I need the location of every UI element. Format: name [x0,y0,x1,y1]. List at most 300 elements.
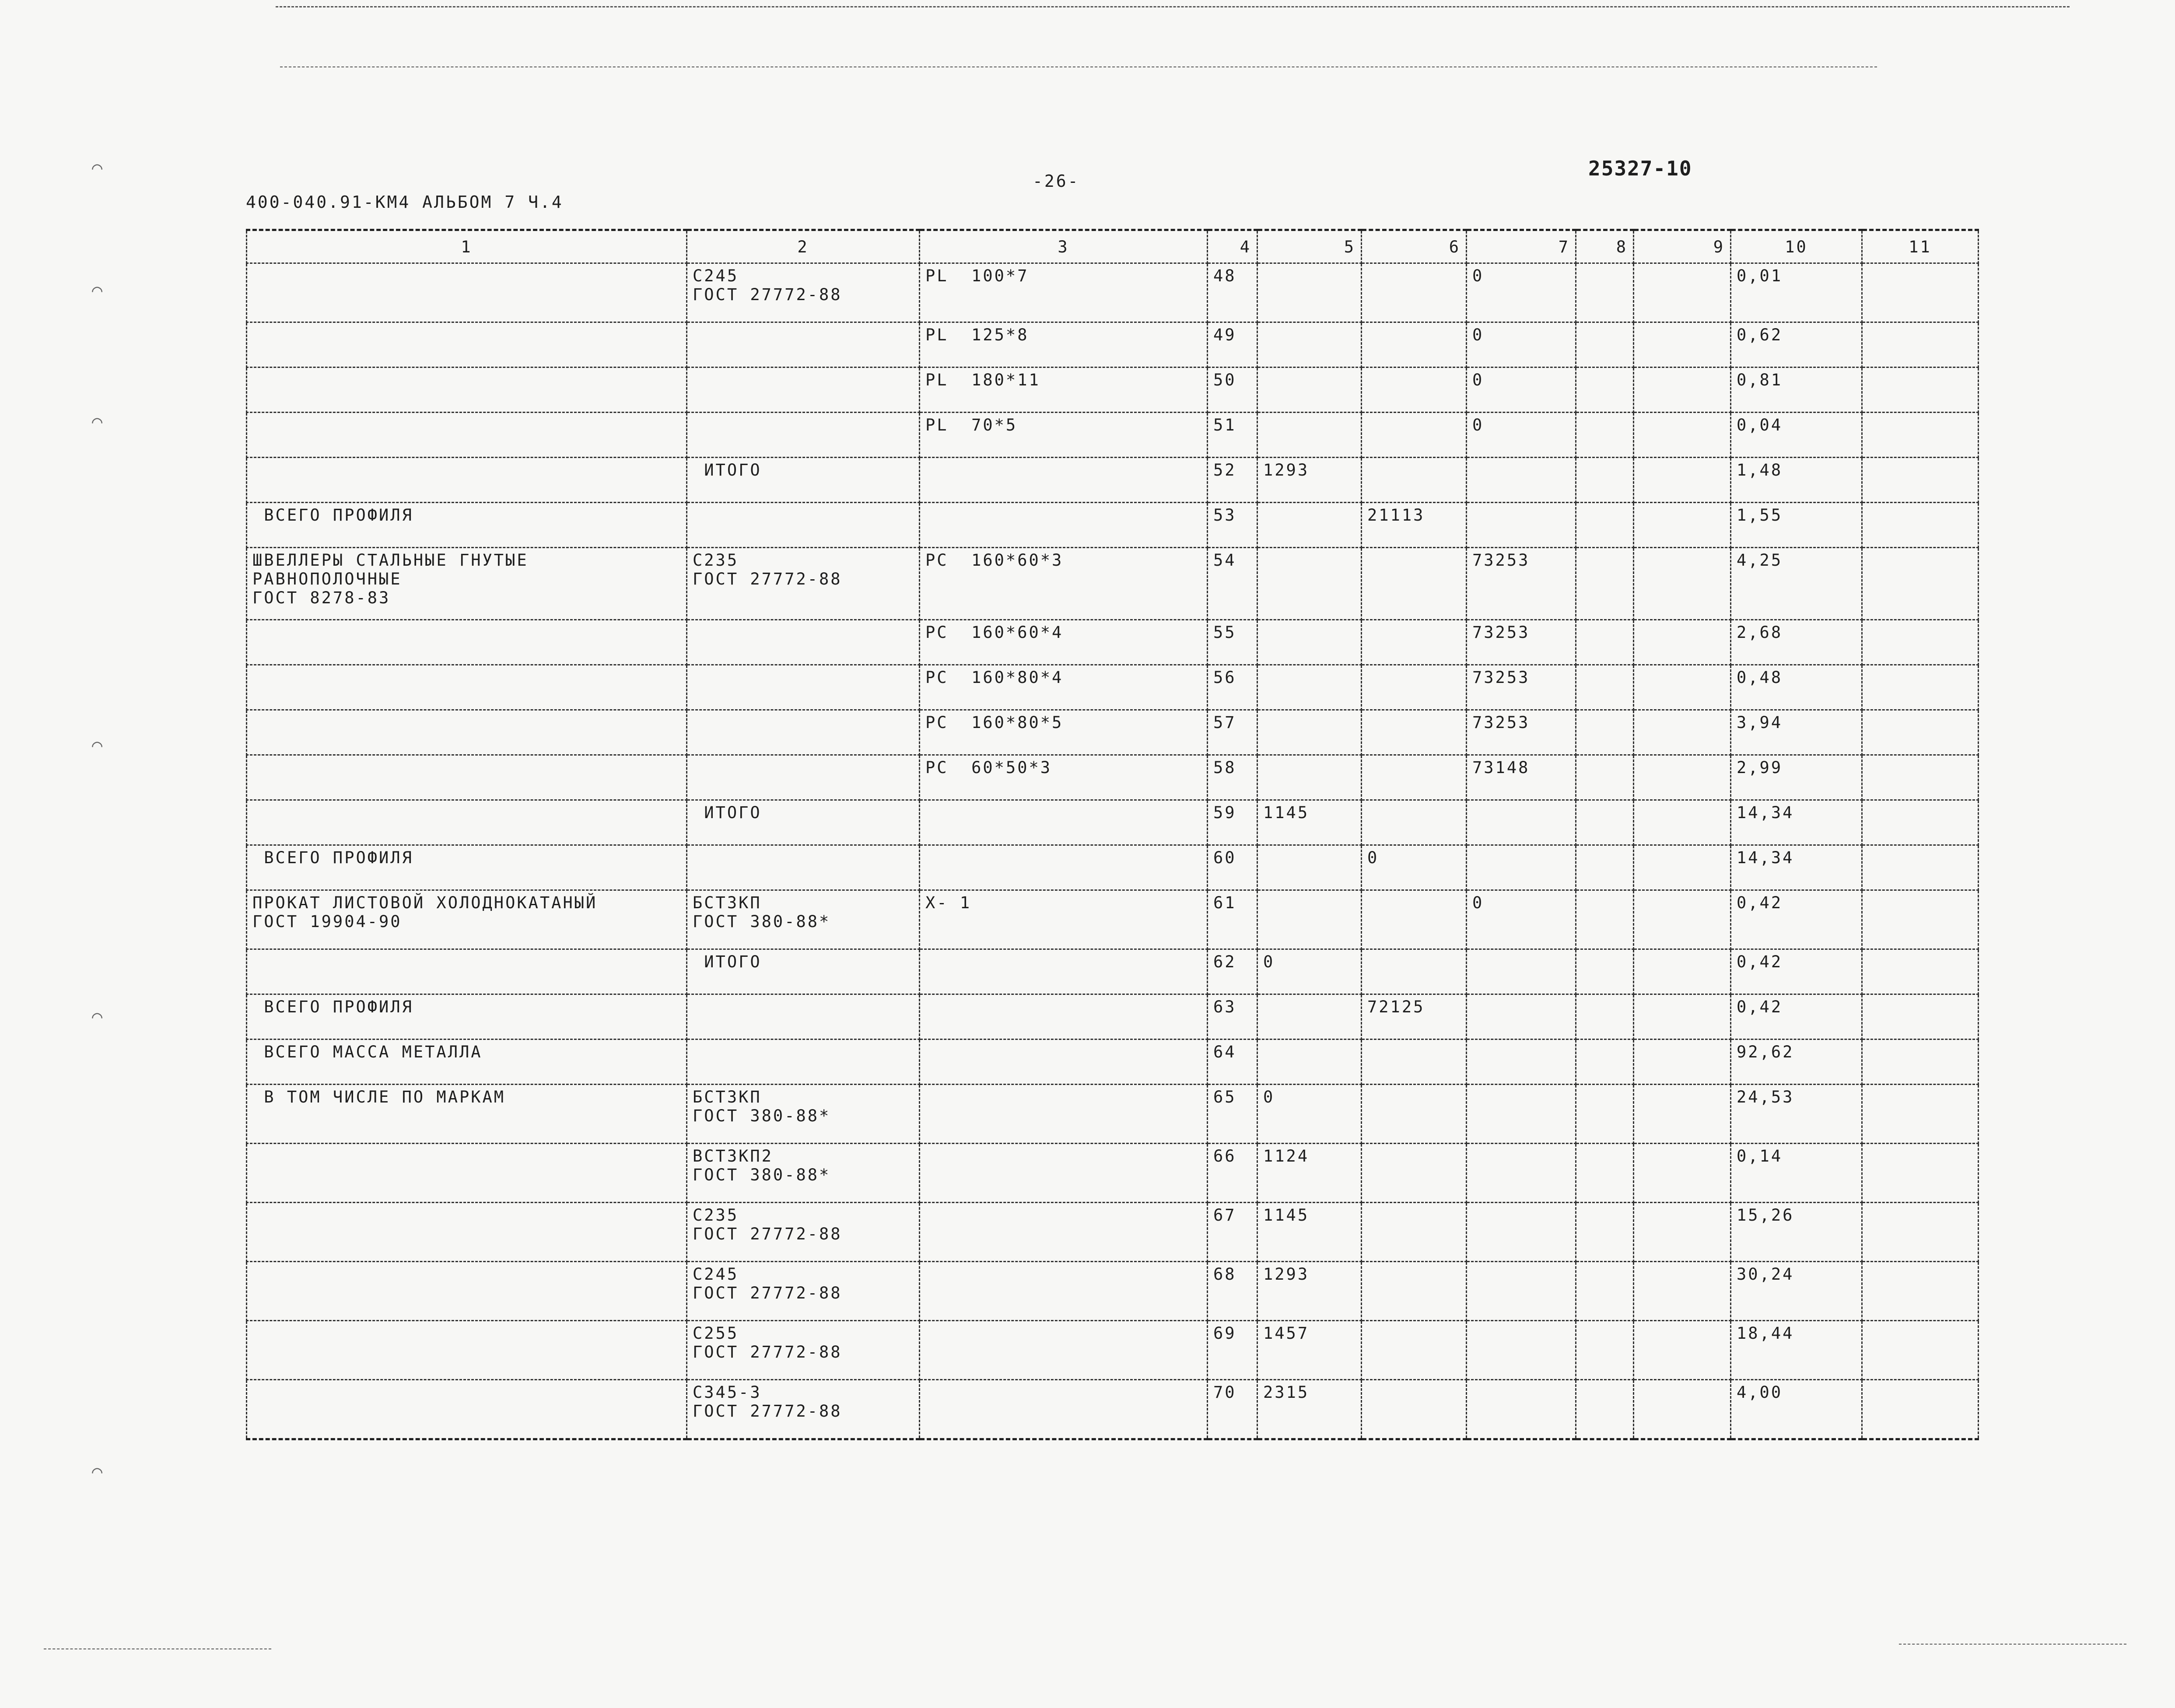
col11-cell [1862,322,1979,368]
col9-cell [1634,755,1731,800]
col9-cell [1634,994,1731,1040]
item-name-cell: ВСЕГО ПРОФИЛЯ [247,994,687,1040]
mass-cell: 0,42 [1731,890,1862,949]
class-code-cell: 73253 [1467,548,1576,620]
col9-cell [1634,263,1731,322]
code-cell: 0 [1257,949,1362,994]
profile-cell: PC 160*80*5 [920,710,1208,755]
mass-cell: 0,01 [1731,263,1862,322]
code-cell [1257,994,1362,1040]
col11-cell [1862,755,1979,800]
steel-grade-cell [687,368,920,413]
class-code-cell [1467,458,1576,503]
item-name-cell [247,458,687,503]
profile-cell: PC 160*60*3 [920,548,1208,620]
mass-cell: 14,34 [1731,800,1862,845]
col8-cell [1576,548,1634,620]
mass-cell: 2,68 [1731,620,1862,665]
col11-cell [1862,263,1979,322]
item-name-cell: ШВЕЛЛЕРЫ СТАЛЬНЫЕ ГНУТЫЕ РАВНОПОЛОЧНЫЕ ГОСТ 8278-83 [247,548,687,620]
table-row [247,503,1979,548]
col9-cell [1634,503,1731,548]
group-code-cell [1362,1380,1467,1439]
col9-cell [1634,1380,1731,1439]
item-name-cell: ВСЕГО ПРОФИЛЯ [247,503,687,548]
steel-grade-cell: ВСТ3КП2 ГОСТ 380-88* [687,1144,920,1203]
profile-cell [920,1203,1208,1262]
col11-cell [1862,994,1979,1040]
class-code-cell [1467,994,1576,1040]
spec-table [246,229,1979,1440]
margin-mark: ⌒ [92,1461,103,1481]
group-code-cell [1362,755,1467,800]
col9-cell [1634,665,1731,710]
code-cell: 1293 [1257,1262,1362,1321]
position-cell: 69 [1208,1321,1257,1380]
item-name-cell [247,755,687,800]
position-cell: 60 [1208,845,1257,890]
group-code-cell [1362,1144,1467,1203]
code-cell [1257,413,1362,458]
group-code-cell [1362,322,1467,368]
margin-mark: ⌒ [92,735,103,755]
profile-cell [920,800,1208,845]
col11-cell [1862,368,1979,413]
steel-grade-cell: БСТ3КП ГОСТ 380-88* [687,890,920,949]
group-code-cell [1362,1203,1467,1262]
table-row [247,800,1979,845]
item-name-cell [247,413,687,458]
position-cell: 48 [1208,263,1257,322]
group-code-cell [1362,368,1467,413]
mass-cell: 0,42 [1731,994,1862,1040]
col8-cell [1576,413,1634,458]
item-name-cell [247,800,687,845]
col8-cell [1576,949,1634,994]
col8-cell [1576,503,1634,548]
column-header: 8 [1576,230,1634,263]
steel-grade-cell: С235 ГОСТ 27772-88 [687,1203,920,1262]
col9-cell [1634,1085,1731,1144]
profile-cell: PL 180*11 [920,368,1208,413]
position-cell: 67 [1208,1203,1257,1262]
mass-cell: 30,24 [1731,1262,1862,1321]
table-row [247,1144,1979,1203]
col8-cell [1576,710,1634,755]
col8-cell [1576,1321,1634,1380]
table-row [247,949,1979,994]
group-code-cell [1362,710,1467,755]
col8-cell [1576,368,1634,413]
col9-cell [1634,1262,1731,1321]
profile-cell [920,1144,1208,1203]
class-code-cell [1467,800,1576,845]
col11-cell [1862,800,1979,845]
item-name-cell: ВСЕГО МАССА МЕТАЛЛА [247,1040,687,1085]
table-row [247,263,1979,322]
class-code-cell [1467,1203,1576,1262]
position-cell: 54 [1208,548,1257,620]
table-row [247,322,1979,368]
mass-cell: 0,04 [1731,413,1862,458]
table-row [247,620,1979,665]
steel-grade-cell [687,322,920,368]
table-row [247,1203,1979,1262]
profile-cell [920,845,1208,890]
item-name-cell [247,710,687,755]
col9-cell [1634,1040,1731,1085]
col9-cell [1634,368,1731,413]
class-code-cell [1467,1380,1576,1439]
page-number: -26- [1033,172,1080,191]
table-row [247,845,1979,890]
position-cell: 56 [1208,665,1257,710]
class-code-cell: 0 [1467,890,1576,949]
steel-grade-cell [687,755,920,800]
table-row [247,1262,1979,1321]
steel-grade-cell: ИТОГО [687,458,920,503]
class-code-cell: 73253 [1467,710,1576,755]
profile-cell [920,994,1208,1040]
col8-cell [1576,1380,1634,1439]
code-cell: 1293 [1257,458,1362,503]
class-code-cell: 0 [1467,368,1576,413]
top-scan-line-2 [280,66,1877,67]
position-cell: 70 [1208,1380,1257,1439]
code-cell: 1457 [1257,1321,1362,1380]
mass-cell: 18,44 [1731,1321,1862,1380]
profile-cell [920,1321,1208,1380]
col11-cell [1862,1262,1979,1321]
mass-cell: 0,42 [1731,949,1862,994]
code-cell [1257,755,1362,800]
column-header: 11 [1862,230,1979,263]
position-cell: 51 [1208,413,1257,458]
group-code-cell: 72125 [1362,994,1467,1040]
col8-cell [1576,755,1634,800]
col8-cell [1576,890,1634,949]
col8-cell [1576,800,1634,845]
column-header: 7 [1467,230,1576,263]
column-header: 6 [1362,230,1467,263]
profile-cell [920,1085,1208,1144]
profile-cell: PL 100*7 [920,263,1208,322]
col8-cell [1576,665,1634,710]
column-header: 5 [1257,230,1362,263]
code-cell: 1145 [1257,800,1362,845]
code-cell: 1124 [1257,1144,1362,1203]
col11-cell [1862,1203,1979,1262]
code-cell [1257,548,1362,620]
profile-cell [920,1380,1208,1439]
column-header: 1 [247,230,687,263]
steel-grade-cell [687,994,920,1040]
col11-cell [1862,503,1979,548]
item-name-cell: ВСЕГО ПРОФИЛЯ [247,845,687,890]
col11-cell [1862,949,1979,994]
group-code-cell [1362,890,1467,949]
profile-cell: PC 160*80*4 [920,665,1208,710]
mass-cell: 3,94 [1731,710,1862,755]
col8-cell [1576,1144,1634,1203]
table-body [247,230,1979,1439]
table-row [247,413,1979,458]
table-row [247,755,1979,800]
mass-cell: 2,99 [1731,755,1862,800]
position-cell: 63 [1208,994,1257,1040]
mass-cell: 4,25 [1731,548,1862,620]
mass-cell: 24,53 [1731,1085,1862,1144]
steel-grade-cell [687,413,920,458]
mass-cell: 0,62 [1731,322,1862,368]
col9-cell [1634,949,1731,994]
position-cell: 58 [1208,755,1257,800]
class-code-cell: 0 [1467,413,1576,458]
col9-cell [1634,1321,1731,1380]
column-header: 3 [920,230,1208,263]
column-header-row [247,230,1979,263]
col11-cell [1862,1380,1979,1439]
col11-cell [1862,413,1979,458]
col11-cell [1862,458,1979,503]
document-code: 400-040.91-КМ4 АЛЬБОМ 7 Ч.4 [246,192,564,212]
steel-grade-cell [687,620,920,665]
col11-cell [1862,548,1979,620]
col11-cell [1862,845,1979,890]
col11-cell [1862,1321,1979,1380]
col8-cell [1576,1085,1634,1144]
item-name-cell [247,949,687,994]
col9-cell [1634,890,1731,949]
class-code-cell [1467,1144,1576,1203]
bottom-scan-line-right [1899,1644,2126,1645]
profile-cell: PC 60*50*3 [920,755,1208,800]
margin-mark: ⌒ [92,1006,103,1026]
table-row [247,665,1979,710]
table-row [247,994,1979,1040]
group-code-cell [1362,1262,1467,1321]
column-header: 2 [687,230,920,263]
class-code-cell: 73253 [1467,620,1576,665]
position-cell: 65 [1208,1085,1257,1144]
col8-cell [1576,845,1634,890]
mass-cell: 4,00 [1731,1380,1862,1439]
mass-cell: 1,55 [1731,503,1862,548]
profile-cell [920,1040,1208,1085]
class-code-cell: 73148 [1467,755,1576,800]
col9-cell [1634,800,1731,845]
col9-cell [1634,620,1731,665]
position-cell: 49 [1208,322,1257,368]
margin-mark: ⌒ [92,158,103,178]
position-cell: 59 [1208,800,1257,845]
col8-cell [1576,263,1634,322]
group-code-cell [1362,458,1467,503]
table-row [247,1040,1979,1085]
position-cell: 57 [1208,710,1257,755]
position-cell: 68 [1208,1262,1257,1321]
position-cell: 55 [1208,620,1257,665]
position-cell: 64 [1208,1040,1257,1085]
class-code-cell: 0 [1467,263,1576,322]
col9-cell [1634,413,1731,458]
mass-cell: 0,81 [1731,368,1862,413]
col8-cell [1576,1262,1634,1321]
steel-grade-cell [687,665,920,710]
code-cell [1257,503,1362,548]
class-code-cell [1467,503,1576,548]
col8-cell [1576,322,1634,368]
mass-cell: 0,14 [1731,1144,1862,1203]
col9-cell [1634,458,1731,503]
specification-table [246,229,1978,1440]
col8-cell [1576,1040,1634,1085]
position-cell: 61 [1208,890,1257,949]
col11-cell [1862,1085,1979,1144]
class-code-cell [1467,949,1576,994]
steel-grade-cell: ИТОГО [687,949,920,994]
column-header: 4 [1208,230,1257,263]
top-scan-line [276,6,2070,7]
mass-cell: 1,48 [1731,458,1862,503]
table-row [247,890,1979,949]
mass-cell: 92,62 [1731,1040,1862,1085]
col9-cell [1634,1203,1731,1262]
code-cell: 0 [1257,1085,1362,1144]
profile-cell [920,503,1208,548]
code-cell [1257,665,1362,710]
steel-grade-cell: ИТОГО [687,800,920,845]
class-code-cell: 0 [1467,322,1576,368]
steel-grade-cell: С245 ГОСТ 27772-88 [687,1262,920,1321]
col11-cell [1862,620,1979,665]
steel-grade-cell [687,1040,920,1085]
code-cell [1257,890,1362,949]
item-name-cell [247,322,687,368]
col9-cell [1634,322,1731,368]
steel-grade-cell: С235 ГОСТ 27772-88 [687,548,920,620]
code-cell [1257,263,1362,322]
group-code-cell: 21113 [1362,503,1467,548]
col8-cell [1576,458,1634,503]
profile-cell [920,949,1208,994]
col9-cell [1634,710,1731,755]
class-code-cell: 73253 [1467,665,1576,710]
table-row [247,710,1979,755]
code-cell [1257,845,1362,890]
group-code-cell [1362,800,1467,845]
col9-cell [1634,1144,1731,1203]
mass-cell: 14,34 [1731,845,1862,890]
class-code-cell [1467,1040,1576,1085]
item-name-cell [247,263,687,322]
steel-grade-cell: С345-3 ГОСТ 27772-88 [687,1380,920,1439]
group-code-cell [1362,620,1467,665]
mass-cell: 0,48 [1731,665,1862,710]
group-code-cell [1362,1040,1467,1085]
col11-cell [1862,890,1979,949]
steel-grade-cell: БСТ3КП ГОСТ 380-88* [687,1085,920,1144]
group-code-cell [1362,263,1467,322]
mass-cell: 15,26 [1731,1203,1862,1262]
margin-mark: ⌒ [92,411,103,431]
col11-cell [1862,1144,1979,1203]
steel-grade-cell [687,845,920,890]
profile-cell: X- 1 [920,890,1208,949]
steel-grade-cell: С255 ГОСТ 27772-88 [687,1321,920,1380]
class-code-cell [1467,1085,1576,1144]
item-name-cell [247,1144,687,1203]
col8-cell [1576,994,1634,1040]
col8-cell [1576,1203,1634,1262]
group-code-cell [1362,1321,1467,1380]
profile-cell [920,458,1208,503]
code-cell [1257,710,1362,755]
item-name-cell [247,1262,687,1321]
table-row [247,1321,1979,1380]
col8-cell [1576,620,1634,665]
position-cell: 53 [1208,503,1257,548]
profile-cell: PL 70*5 [920,413,1208,458]
col11-cell [1862,665,1979,710]
steel-grade-cell [687,710,920,755]
position-cell: 66 [1208,1144,1257,1203]
item-name-cell [247,1380,687,1439]
code-cell [1257,322,1362,368]
profile-cell [920,1262,1208,1321]
position-cell: 52 [1208,458,1257,503]
profile-cell: PC 160*60*4 [920,620,1208,665]
position-cell: 50 [1208,368,1257,413]
group-code-cell: 0 [1362,845,1467,890]
col9-cell [1634,548,1731,620]
table-row [247,368,1979,413]
archive-stamp-number: 25327-10 [1588,157,1692,180]
item-name-cell [247,1203,687,1262]
table-row [247,1085,1979,1144]
group-code-cell [1362,665,1467,710]
group-code-cell [1362,1085,1467,1144]
class-code-cell [1467,1262,1576,1321]
bottom-scan-line [44,1648,271,1649]
table-row [247,1380,1979,1439]
col11-cell [1862,710,1979,755]
item-name-cell [247,368,687,413]
steel-grade-cell [687,503,920,548]
steel-grade-cell: С245 ГОСТ 27772-88 [687,263,920,322]
group-code-cell [1362,949,1467,994]
class-code-cell [1467,1321,1576,1380]
item-name-cell [247,1321,687,1380]
class-code-cell [1467,845,1576,890]
group-code-cell [1362,548,1467,620]
position-cell: 62 [1208,949,1257,994]
table-row [247,548,1979,620]
item-name-cell [247,665,687,710]
item-name-cell: ПРОКАТ ЛИСТОВОЙ ХОЛОДНОКАТАНЫЙ ГОСТ 19904-90 [247,890,687,949]
col11-cell [1862,1040,1979,1085]
group-code-cell [1362,413,1467,458]
col9-cell [1634,845,1731,890]
item-name-cell [247,620,687,665]
code-cell [1257,620,1362,665]
table-row [247,458,1979,503]
code-cell [1257,368,1362,413]
column-header: 9 [1634,230,1731,263]
margin-mark: ⌒ [92,280,103,300]
code-cell: 1145 [1257,1203,1362,1262]
item-name-cell: В ТОМ ЧИСЛЕ ПО МАРКАМ [247,1085,687,1144]
